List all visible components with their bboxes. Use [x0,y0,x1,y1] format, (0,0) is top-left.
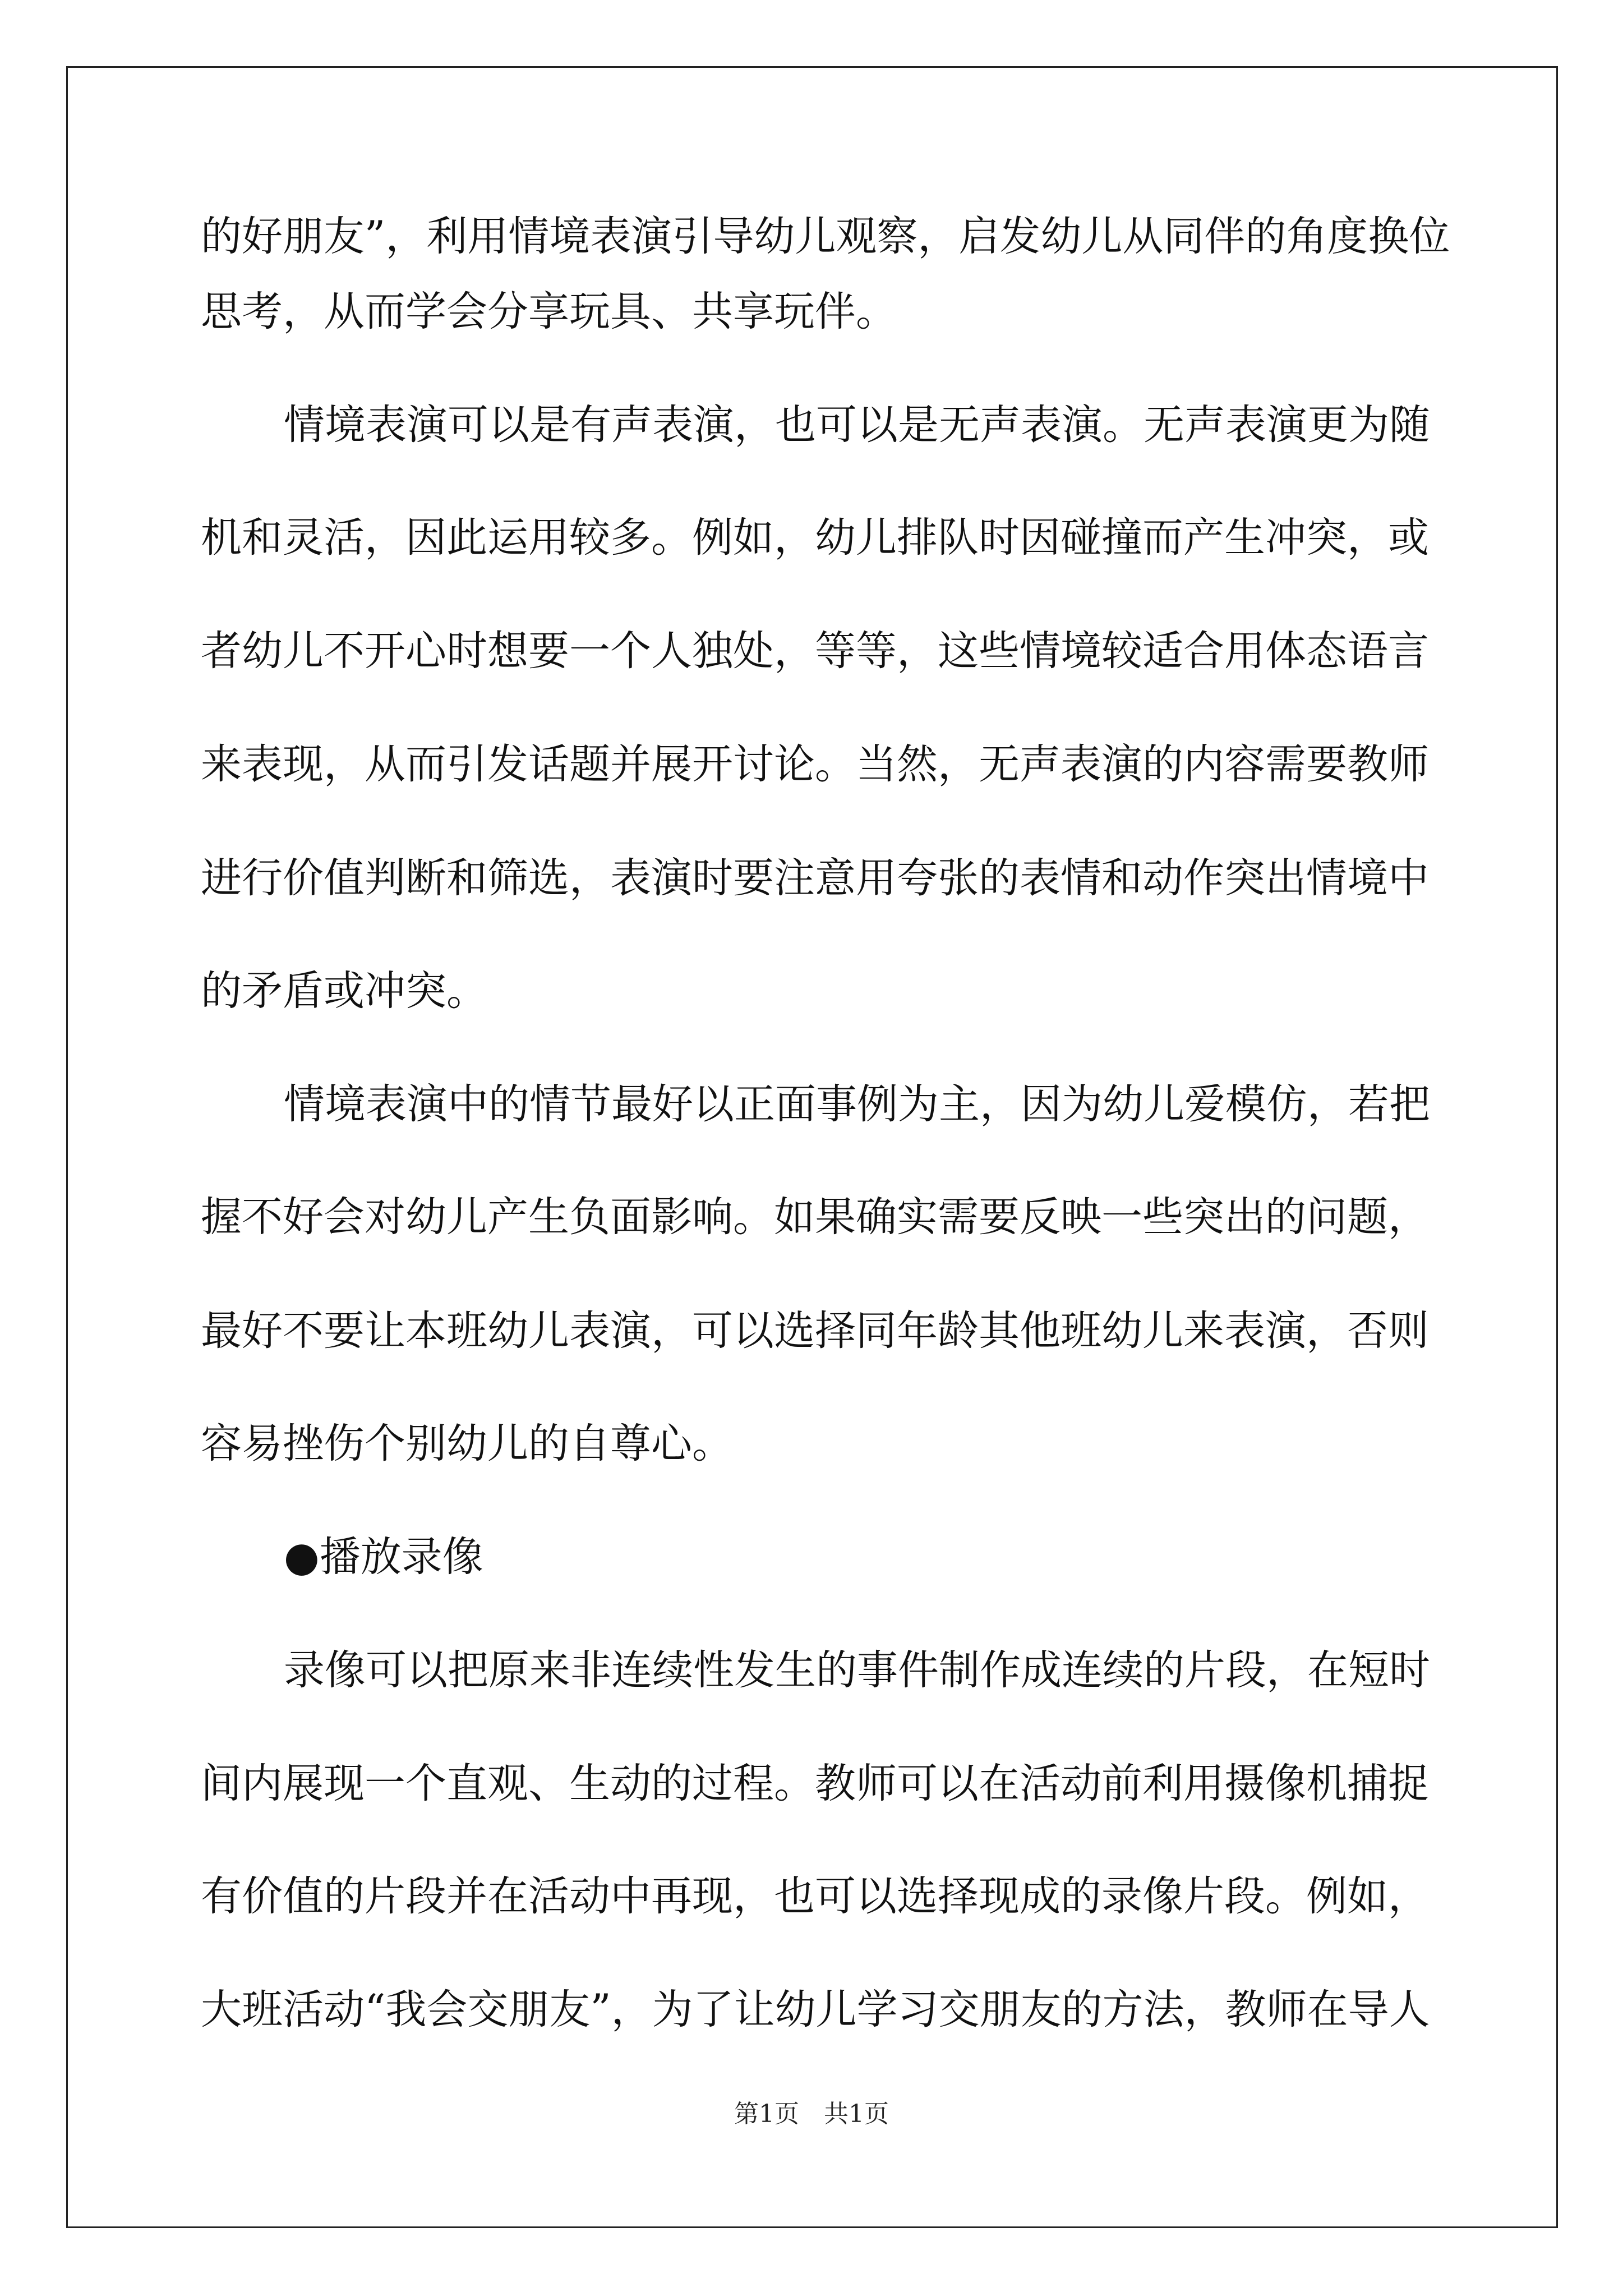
text-line: 容易挫伤个别幼儿的自尊心。 [201,1420,733,1467]
text-line: 的矛盾或冲突。 [201,967,487,1015]
text-line: 的好朋友”，利用情境表演引导幼儿观察，启发幼儿从同伴的角度换位 [201,213,1450,260]
text-line: 有价值的片段并在活动中再现，也可以选择现成的录像片段。例如， [201,1872,1429,1920]
text-line: 来表现，从而引发话题并展开讨论。当然，无声表演的内容需要教师 [201,740,1429,788]
section-heading: ●播放录像 [284,1533,483,1581]
text-line: 机和灵活，因此运用较多。例如，幼儿排队时因碰撞而产生冲突，或 [201,514,1429,562]
text-line: 情境表演可以是有声表演，也可以是无声表演。无声表演更为随 [284,401,1430,449]
page-number: 第1页 共1页 [734,2100,889,2128]
page-footer [0,2097,1623,2131]
text-line: 录像可以把原来非连续性发生的事件制作成连续的片段，在短时 [284,1646,1430,1694]
text-line: 握不好会对幼儿产生负面影响。如果确实需要反映一些突出的问题， [201,1193,1429,1241]
text-line: 大班活动“我会交朋友”，为了让幼儿学习交朋友的方法，教师在导人 [201,1986,1430,2033]
text-line: 思考，从而学会分享玩具、共享玩伴。 [201,288,897,335]
text-line: 者幼儿不开心时想要一个人独处，等等，这些情境较适合用体态语言 [201,627,1429,675]
text-line: 情境表演中的情节最好以正面事例为主，因为幼儿爱模仿，若把 [284,1080,1430,1128]
text-line: 进行价值判断和筛选，表演时要注意用夸张的表情和动作突出情境中 [201,854,1429,902]
text-line: 最好不要让本班幼儿表演，可以选择同年龄其他班幼儿来表演，否则 [201,1307,1429,1355]
text-line: 间内展现一个直观、生动的过程。教师可以在活动前利用摄像机捕捉 [201,1760,1429,1807]
